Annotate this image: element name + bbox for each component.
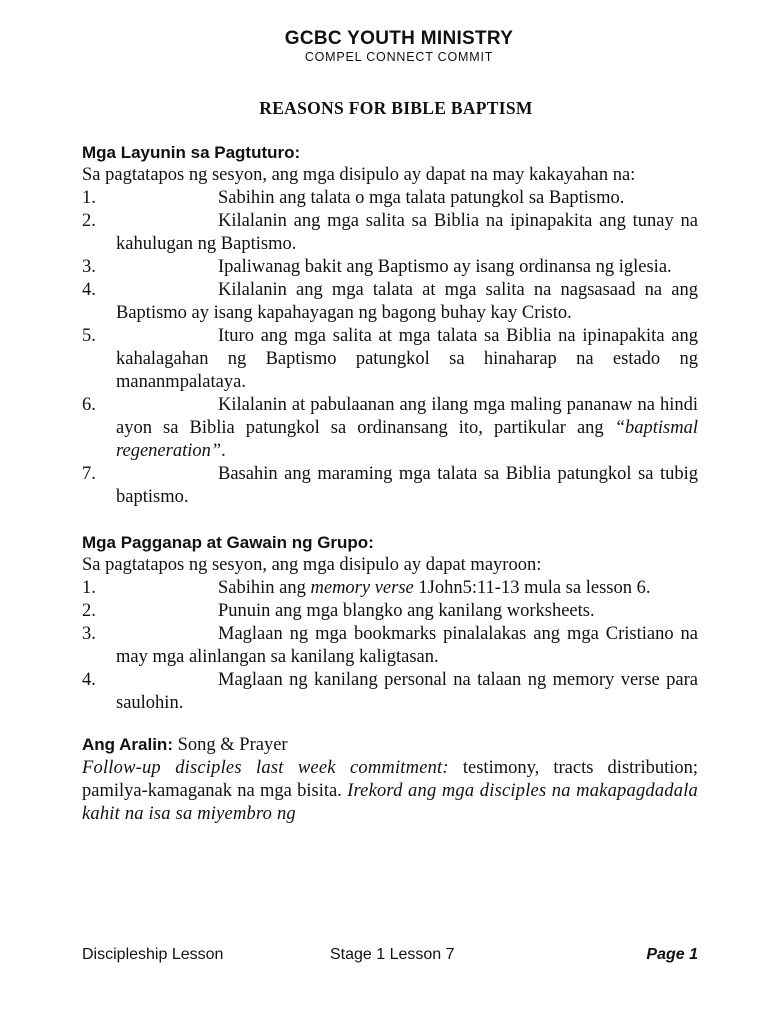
footer-page-number: Page 1 xyxy=(646,946,698,963)
objectives-list xyxy=(82,187,698,509)
list-item-text: Maglaan ng mga bookmarks pinalalakas ang mga Cristiano na may mga alinlangan sa kanilang kaligtasan. xyxy=(116,624,698,667)
objective-item xyxy=(82,463,698,509)
list-item-text: Basahin ang maraming mga talata sa Biblia patungkol sa tubig baptismo. xyxy=(116,464,698,507)
list-item-text: Maglaan ng kanilang personal na talaan ng memory verse para saulohin. xyxy=(116,670,698,713)
activity-item xyxy=(82,623,698,669)
list-item-text: Punuin ang mga blangko ang kanilang worksheets. xyxy=(218,601,595,621)
followup-text-1: testimony, tracts distribution; pamilya-kamaganak na mga bisita. xyxy=(82,758,699,801)
activities-intro: Sa pagtatapos ng sesyon, ang mga disipulo ay dapat mayroon: xyxy=(82,555,542,575)
list-item-emphasis: memory verse xyxy=(310,578,414,598)
objective-item xyxy=(82,210,698,256)
footer-stage-lesson: Stage 1 Lesson 7 xyxy=(330,946,455,963)
followup-emphasis-2: Irekord ang mga disciples na makapagdadala kahit na isa sa miyembro ng xyxy=(82,781,698,824)
list-item-text: Kilalanin ang mga salita sa Biblia na ipinapakita ang tunay na kahulugan ng Baptismo. xyxy=(116,211,698,254)
list-item-number: 1. xyxy=(82,188,96,208)
list-item-number: 2. xyxy=(82,601,96,621)
list-item-tail: 1John5:11-13 mula sa lesson 6. xyxy=(413,578,651,598)
objectives-intro: Sa pagtatapos ng sesyon, ang mga disipulo ay dapat na may kakayahan na: xyxy=(82,165,636,185)
list-item-number: 2. xyxy=(82,211,96,231)
objective-item xyxy=(82,325,698,394)
document-page xyxy=(82,28,698,826)
list-item-emphasis: “baptismal regeneration” xyxy=(116,418,698,461)
footer-lesson-name: Discipleship Lesson xyxy=(82,946,224,963)
list-item-number: 3. xyxy=(82,257,96,277)
lesson-label: Ang Aralin: xyxy=(82,735,173,754)
organization-name: GCBC YOUTH MINISTRY xyxy=(284,28,514,49)
followup-emphasis-1: Follow-up disciples last week commitment: xyxy=(82,758,449,778)
objective-item xyxy=(82,279,698,325)
organization-tagline: COMPEL CONNECT COMMIT xyxy=(304,50,494,64)
activity-item xyxy=(82,577,698,600)
list-item-tail: . xyxy=(221,441,226,461)
list-item-text: Kilalanin ang mga talata at mga salita na nagsasaad na ang Baptismo ay isang kapahayagan ng bagong buhay kay Cristo. xyxy=(116,280,698,323)
list-item-number: 4. xyxy=(82,670,96,690)
document-title: REASONS FOR BIBLE BAPTISM xyxy=(259,98,533,118)
section-heading-objectives: Mga Layunin sa Pagtuturo: xyxy=(82,143,301,162)
list-item-number: 1. xyxy=(82,578,96,598)
section-heading-activities: Mga Pagganap at Gawain ng Grupo: xyxy=(82,533,374,552)
list-item-number: 5. xyxy=(82,326,96,346)
list-item-text: Kilalanin at pabulaanan ang ilang mga maling pananaw na hindi ayon sa Biblia patungkol sa ordinansang ito, partikular ang xyxy=(116,395,698,438)
list-item-text: Sabihin ang talata o mga talata patungkol sa Baptismo. xyxy=(218,188,625,208)
list-item-text: Ipaliwanag bakit ang Baptismo ay isang ordinansa ng iglesia. xyxy=(218,257,672,277)
objective-item xyxy=(82,187,698,210)
lesson-line xyxy=(82,733,698,757)
activities-list xyxy=(82,577,698,715)
activity-item xyxy=(82,669,698,715)
list-item-number: 7. xyxy=(82,464,96,484)
list-item-number: 6. xyxy=(82,395,96,415)
list-item-text: Sabihin ang xyxy=(218,578,311,598)
lesson-text: Song & Prayer xyxy=(172,735,288,755)
objective-item xyxy=(82,256,698,279)
objective-item xyxy=(82,394,698,463)
list-item-text: Ituro ang mga salita at mga talata sa Biblia na ipinapakita ang kahalagahan ng Baptismo patungkol sa hinaharap na estado ng mananmpalataya. xyxy=(116,326,698,392)
followup-paragraph xyxy=(82,757,698,826)
activity-item xyxy=(82,600,698,623)
list-item-number: 3. xyxy=(82,624,96,644)
list-item-number: 4. xyxy=(82,280,96,300)
